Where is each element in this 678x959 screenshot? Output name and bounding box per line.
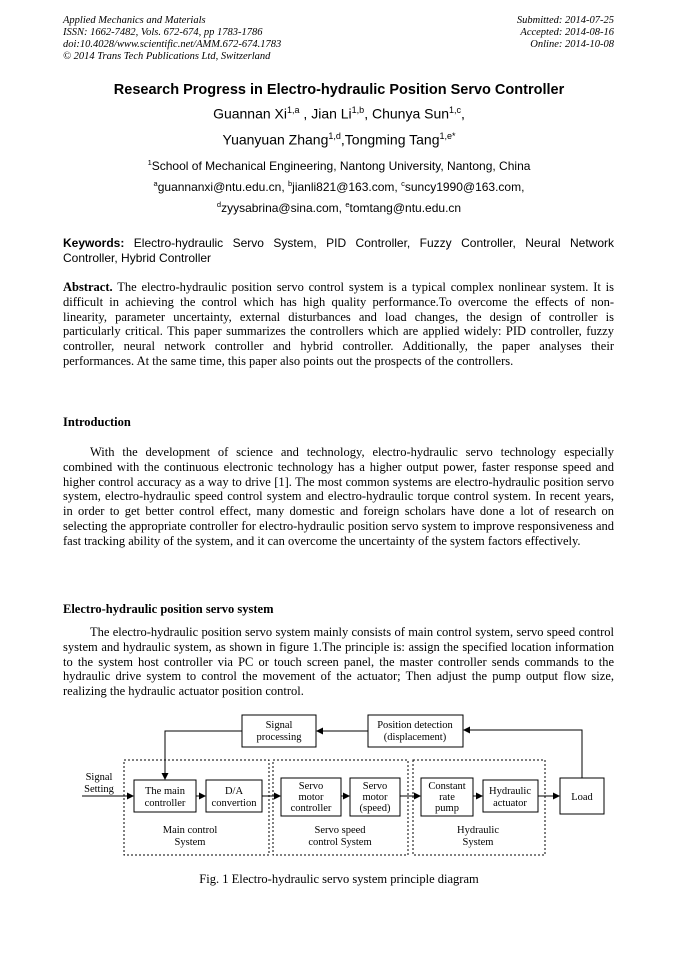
author-sup: 1,a: [287, 105, 300, 115]
servo-motor-controller-label: motor: [298, 792, 324, 803]
da-convertion-label: D/A: [224, 786, 244, 797]
hydraulic-actuator-label: actuator: [493, 798, 527, 809]
email-sup: a: [153, 179, 158, 188]
journal-header: [63, 15, 281, 63]
constant-rate-pump-label: rate: [439, 792, 455, 803]
group-main-label: Main control: [162, 825, 218, 836]
author-name: Chunya Sun: [371, 105, 450, 122]
signal-setting-label: Signal: [85, 772, 113, 783]
email[interactable]: zyysabrina@sina.com: [221, 201, 339, 215]
figure-caption: Fig. 1 Electro-hydraulic servo system principle diagram: [199, 872, 479, 886]
author-name: Guannan Xi: [213, 105, 288, 122]
main-controller-label: The main: [145, 786, 185, 797]
abstract-label: Abstract.: [63, 280, 113, 294]
online-date: Online: 2014-10-08: [530, 39, 614, 50]
email[interactable]: suncy1990@163.com: [404, 180, 522, 194]
email-sup: c: [401, 179, 405, 188]
group-hydraulic-label: System: [462, 837, 494, 848]
servo-motor-speed-label: motor: [362, 792, 388, 803]
author-name: Tongming Tang: [344, 131, 440, 148]
servo-motor-speed-label: (speed): [359, 803, 391, 814]
abstract: [63, 280, 614, 369]
email-sup: b: [288, 179, 293, 188]
doi-line[interactable]: doi:10.4028/www.scientific.net/AMM.672-674.1783: [63, 39, 282, 50]
authors-line-2: Yuanyuan Zhang$^{1,d}$,Tongming Tang$^{1,e*}$: [222, 131, 456, 148]
abstract-text: The electro-hydraulic position servo control system is a typical complex nonlinear system. It is difficult in achieving the control which has high quality performance.To overcome the effects of non-linearity, parameter uncertainty, external disturbances and load changes, the design of controller is particularly critical. This paper summarizes the controllers which are applied widely: PID controller, fuzzy controller, neural network controller and hybrid controller. Additionally, the paper analyses their performances. At the same time, this paper also points out the prospects of the controllers.: [63, 280, 614, 368]
constant-rate-pump-label: Constant: [428, 781, 466, 792]
author-name: Yuanyuan Zhang: [222, 131, 329, 148]
main-controller-label: controller: [144, 798, 186, 809]
affiliation: [0, 158, 678, 173]
signal-processing-label: Signal: [265, 720, 293, 731]
group-hydraulic-label: Hydraulic: [457, 825, 499, 836]
email[interactable]: tomtang@ntu.edu.cn: [349, 201, 462, 215]
servo-motor-controller-label: controller: [290, 803, 332, 814]
feedback-line-processing: [165, 731, 242, 779]
email[interactable]: jianli821@163.com: [292, 180, 395, 194]
keywords-text: Electro-hydraulic Servo System, PID Controller, Fuzzy Controller, Neural Network Controller, Hybrid Controller: [63, 236, 614, 265]
email[interactable]: guannanxi@ntu.edu.cn: [157, 180, 282, 194]
position-detection-label: (displacement): [383, 732, 447, 743]
servo-motor-controller-label: Servo: [298, 781, 324, 792]
da-convertion-label: convertion: [211, 798, 257, 809]
author-sup: 1,d: [328, 131, 341, 141]
servo-motor-speed-label: Servo: [362, 781, 388, 792]
author-sup: 1,e*: [439, 131, 456, 141]
signal-setting-label: Setting: [84, 784, 114, 795]
affiliation-text: School of Mechanical Engineering, Nantong University, Nantong, China: [151, 159, 531, 173]
author-sup: 1,b: [351, 105, 365, 115]
accepted-date: Accepted: 2014-08-16: [520, 27, 614, 38]
paper-title: Research Progress in Electro-hydraulic Position Servo Controller: [113, 82, 565, 98]
affiliation-sup: 1: [147, 158, 152, 167]
author-sup: 1,c: [449, 105, 462, 115]
position-detection-label: Position detection: [377, 720, 453, 731]
constant-rate-pump-label: pump: [435, 803, 459, 814]
section-heading: Electro-hydraulic position servo system: [63, 602, 274, 616]
section-text: With the development of science and technology, electro-hydraulic servo technology especially combined with the continuous electronic technology has a higher output power, faster response speed and higher control accuracy as a way to drive [1]. The most common systems are electro-hydraulic position servo system, electro-hydraulic speed control system and electro-hydraulic torque control system. In recent years, in order to get better control effect, many domestic and foreign scholars have done a lot of research on selecting the appropriate controller for electro-hydraulic position servo system to improve responsiveness and fast tracking ability of the system, and it can overcome the uncertainty of the system factors effectively.: [63, 445, 614, 548]
email-sup: d: [216, 200, 222, 209]
feedback-line-load: [464, 730, 582, 778]
load-label: Load: [571, 792, 593, 803]
dates-header: [517, 15, 614, 51]
group-servo-label: control System: [308, 837, 372, 848]
keywords-label: Keywords:: [63, 236, 125, 250]
group-main-label: System: [174, 837, 206, 848]
emails-line-1: $^a$guannanxi@ntu.edu.cn, $^b$jianli821@163.com, $^c$suncy1990@163.com,: [153, 179, 525, 194]
issn-line: ISSN: 1662-7482, Vols. 672-674, pp 1783-1786: [63, 27, 263, 38]
journal-name: Applied Mechanics and Materials: [63, 15, 206, 26]
signal-processing-label: processing: [256, 732, 302, 743]
emails-line-2: $^d$zyysabrina@sina.com, $^e$tomtang@ntu.edu.cn: [216, 200, 462, 215]
section-text: The electro-hydraulic position servo system mainly consists of main control system, servo speed control system and hydraulic system, as shown in figure 1.The principle is: assign the specified location information to the system host controller via PC or touch screen panel, the master controller sends commands to the hydraulic drive system to control the movement of the actuator; Then adjust the pump output flow size, realizing the hydraulic actuator position control.: [63, 625, 614, 699]
hydraulic-actuator-label: Hydraulic: [489, 786, 531, 797]
email-sup: e: [345, 200, 350, 209]
author-name: Jian Li: [311, 105, 352, 122]
system-diagram: [0, 700, 678, 870]
group-servo-label: Servo speed: [314, 825, 366, 836]
section-heading: Introduction: [63, 415, 131, 429]
submitted-date: Submitted: 2014-07-25: [516, 15, 614, 26]
authors-line-1: Guannan Xi$^{1,a}$ , Jian Li$^{1,b}$, Chunya Sun$^{1,c}$,: [213, 105, 465, 122]
keywords: [63, 236, 614, 266]
copyright-line: © 2014 Trans Tech Publications Ltd, Switzerland: [63, 51, 271, 62]
